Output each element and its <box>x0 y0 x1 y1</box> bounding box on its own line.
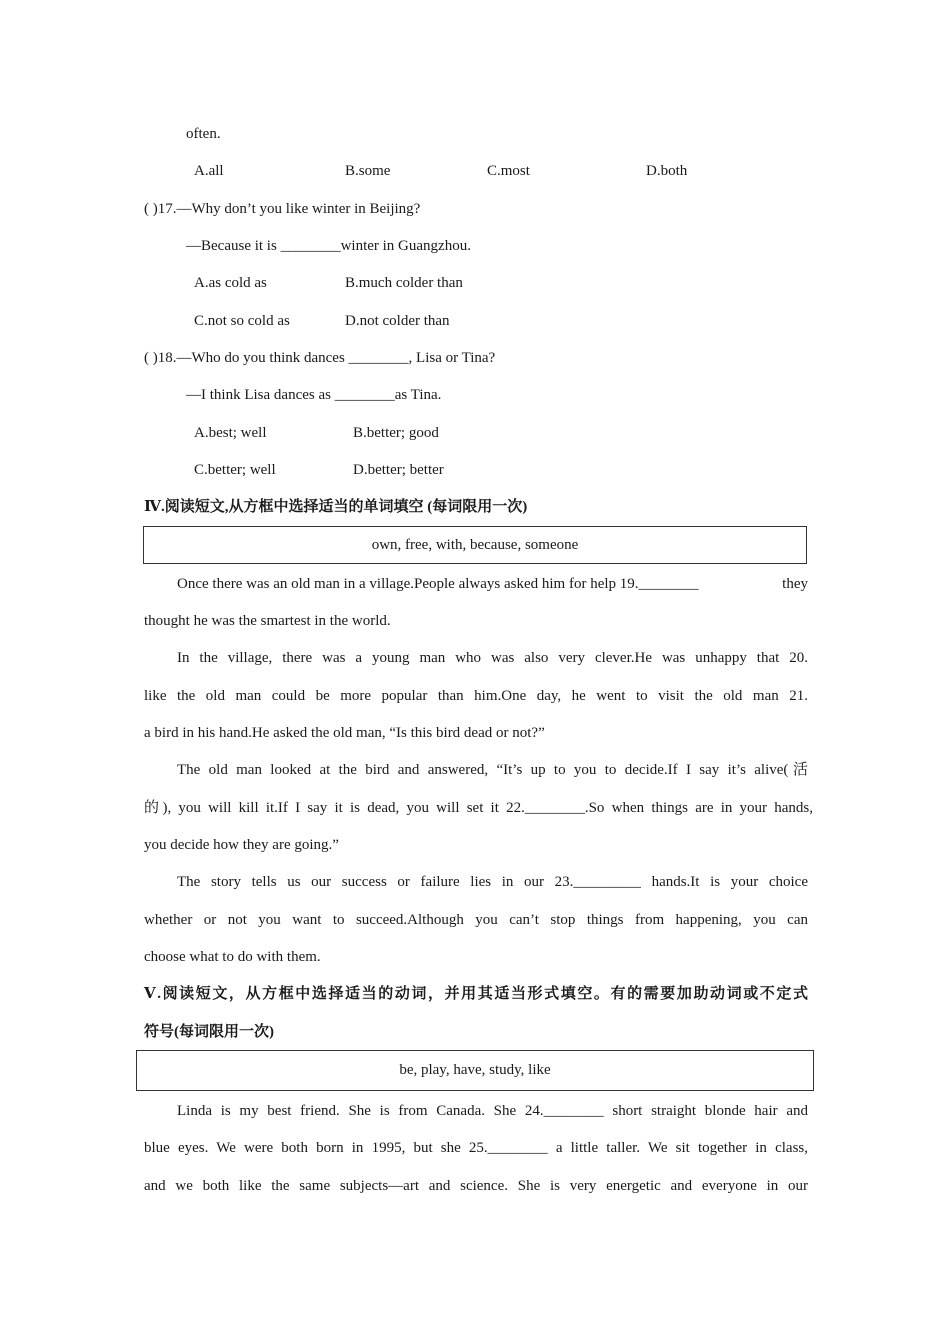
section4-line-1: Once there was an old man in a village.People always asked him for help 19.________ they <box>177 576 808 592</box>
q17-answer-line: —Because it is ________winter in Guangzhou. <box>186 238 471 254</box>
q16-option-a: A.all <box>194 163 224 179</box>
q16-option-b: B.some <box>345 163 391 179</box>
section4-line-8: you decide how they are going.” <box>144 837 339 853</box>
q17-option-d: D.not colder than <box>345 313 450 329</box>
section4-line-6: The old man looked at the bird and answered, “It’s up to you to decide.If I say it’s alive(活 <box>177 762 808 778</box>
section5-line-1: Linda is my best friend. She is from Canada. She 24.________ short straight blonde hair and <box>177 1103 808 1119</box>
q18-option-a: A.best; well <box>194 425 267 441</box>
q16-option-c: C.most <box>487 163 530 179</box>
q18-stem: ( )18.—Who do you think dances ________, Lisa or Tina? <box>144 350 496 366</box>
q17-option-a: A.as cold as <box>194 275 267 291</box>
section4-line-5: a bird in his hand.He asked the old man, “Is this bird dead or not?” <box>144 725 545 741</box>
section5-word-list: be, play, have, study, like <box>399 1062 551 1078</box>
section4-line-3: In the village, there was a young man who was also very clever.He was unhappy that 20. <box>177 650 808 666</box>
q17-option-c: C.not so cold as <box>194 313 290 329</box>
section4-word-box <box>143 526 807 564</box>
section4-word-list: own, free, with, because, someone <box>371 536 579 553</box>
section5-word-box <box>136 1050 814 1091</box>
q16-tail: often. <box>186 126 221 142</box>
section5-line-2: blue eyes. We were both born in 1995, but she 25.________ a little taller. We sit together in class, <box>144 1140 808 1156</box>
q18-option-d: D.better; better <box>353 462 444 478</box>
q17-stem: ( )17.—Why don’t you like winter in Beijing? <box>144 201 421 217</box>
section4-line-9: The story tells us our success or failure lies in our 23._________ hands.It is your choice <box>177 874 808 890</box>
section4-line-11: choose what to do with them. <box>144 949 321 965</box>
section4-line-7: 的), you will kill it.If I say it is dead, you will set it 22.________.So when things are in your hands, <box>144 800 813 816</box>
q17-option-b: B.much colder than <box>345 275 463 291</box>
q18-option-b: B.better; good <box>353 425 439 441</box>
section5-heading-line2: 符号(每词限用一次) <box>144 1024 274 1040</box>
section5-line-3: and we both like the same subjects—art and science. She is very energetic and everyone in our <box>144 1178 808 1194</box>
q18-answer-line: —I think Lisa dances as ________as Tina. <box>186 387 442 403</box>
section4-line-2: thought he was the smartest in the world. <box>144 613 391 629</box>
section4-line-10: whether or not you want to succeed.Although you can’t stop things from happening, you can <box>144 912 808 928</box>
section4-heading: Ⅳ.阅读短文,从方框中选择适当的单词填空 (每词限用一次) <box>144 499 528 515</box>
section4-line-4: like the old man could be more popular than him.One day, he went to visit the old man 21. <box>144 688 808 704</box>
q18-option-c: C.better; well <box>194 462 276 478</box>
q16-option-d: D.both <box>646 163 688 179</box>
section5-heading-line1: Ⅴ.阅读短文，从方框中选择适当的动词，并用其适当形式填空。有的需要加助动词或不定式 <box>144 986 808 1002</box>
